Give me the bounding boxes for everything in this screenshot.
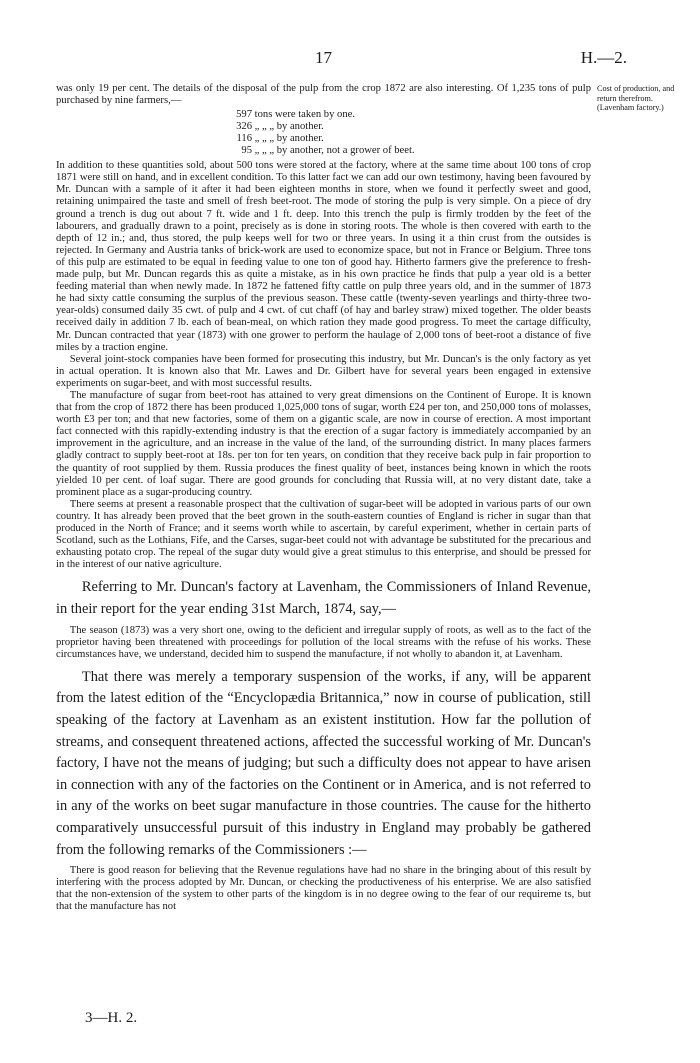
tons-amount: 116 (236, 133, 252, 145)
tons-text: tons were taken by one. (254, 109, 355, 121)
small-text-section (56, 160, 591, 571)
tons-list-item (230, 109, 591, 121)
intro-paragraph: was only 19 per cent. The details of the disposal of the pulp from the crop 1872 are also interesting. Of 1,235 tons of pulp purchased by nine farmers,— (56, 83, 591, 107)
paragraph-prospect: There seems at present a reasonable prospect that the cultivation of sugar-beet will be adopted in various parts of our own country. It has already been proved that the beet grown in the south-eastern counties of England is richer in sugar than that produced in the North of France; and it seems worth while to ascertain, by careful experiment, whether in certain parts of Scotland, such as the Lothians, Fife, and the Carses, sugar-beet could not with advantage be substituted for the precarious and exhausting potato crop. The repeal of the sugar duty would give a great stimulus to this enterprise, and should be pressed for in the interest of our native agriculture. (56, 498, 591, 571)
page-header (0, 48, 700, 70)
quotation-1 (56, 625, 591, 661)
tons-amount: 597 (236, 109, 252, 121)
document-reference: H.—2. (580, 48, 627, 67)
intro-section (56, 83, 591, 107)
tons-text: „ „ „ by another, not a grower of beet. (254, 145, 415, 157)
tons-list-item (230, 121, 591, 133)
paragraph-pulp-storage: In addition to these quantities sold, about 500 tons were stored at the factory, where at the same time about 100 tons of crop 1871 were still on hand, and in excellent condition. To this latter fact we can add our own testimony, having been favoured by Mr. Duncan with a sample of it after it had been eighteen months in store, when we found it perfectly sweet and good, retaining unimpaired the taste and smell of fresh beet-root. The mode of storing the pulp is very simple. On a piece of dry ground a trench is dug out about 7 ft. wide and 1 ft. deep. Into this trench the pulp is firmly trodden by the feet of the labourers, and gradually drawn to a point, precisely as is done in storing roots. The whole is then covered with earth to the depth of 12 in.; and, thus stored, the pulp keeps well for two or three years. In using it a thin crust from the outsides is rejected. In Germany and Austria tanks of brick-work are used to economize space, but not in France or Belgium. Three tons of this pulp are estimated to be equal in feeding value to one ton of good hay. Hitherto farmers give the preference to fresh-made pulp, but Mr. Duncan regards this as quite a mistake, as in his own practice he finds that pulp a year old is a better feeding material than when newly made. In 1872 he fattened fifty cattle on pulp three years old, and in the summer of 1873 he had sixty cattle consuming the surplus of the previous season. These cattle (twenty-seven yearlings and thirty-three two-year-olds) consumed daily 35 cwt. of pulp and 4 cwt. of cut chaff (of hay and barley straw) mixed together. The older beasts received daily in addition 7 lb. each of bean-meal, on which ration they made good progress. To meet the cartage difficulty, Mr. Duncan contracted that year (1873) with one grower to perform the haulage of 2,000 tons of beet-root a distance of five miles by a traction engine. (56, 160, 591, 353)
page-number: 17 (315, 48, 332, 67)
paragraph-continent: The manufacture of sugar from beet-root has attained to very great dimensions on the Continent of Europe. It is known that from the crop of 1872 there has been produced 1,025,000 tons of sugar, worth £24 per ton, and 250,000 tons of molasses, worth £3 per ton; and that new factories, some of them on a gigantic scale, are now in course of erection. A most important fact connected with this rapidly-extending industry is that the erection of a sugar factory is immediately accompanied by an improvement in the agriculture, and an increase in the value of the land, of the surrounding district. In many places farmers gladly contract to supply beet-root at 18s. per ton for ten years, on condition that they receive back pulp in fair proportion to the quantity of root supplied by them. Russia produces the finest quality of beet, instances being known in which the roots yielded 10 per cent. of loaf sugar. There are good grounds for concluding that Russia will, at no very distant date, take a prominent place as a sugar-producing country. (56, 389, 591, 498)
page-footer: 3—H. 2. (85, 1010, 138, 1026)
tons-text: „ „ „ by another. (254, 133, 324, 145)
large-text-section-1 (56, 577, 591, 620)
paragraph-joint-stock: Several joint-stock companies have been formed for prosecuting this industry, but Mr. Duncan's is the only factory as yet in actual operation. It is known also that Mr. Lawes and Dr. Gilbert have for several years been engaged in extensive experiments on sugar-beet, and with most successful results. (56, 353, 591, 389)
quotation-2-text: There is good reason for believing that the Revenue regulations have had no share in the bringing about of this result by interfering with the process adopted by Mr. Duncan, or checking the productiveness of his enterprise. We are also satisfied that the non-extension of the system to other parts of the kingdom is in no degree owing to the fear of our requireme ts, but that the manufacture has not (56, 865, 591, 913)
paragraph-suspension: That there was merely a temporary suspension of the works, if any, will be apparent from the latest edition of the “Encyclopædia Britannica,” now in course of publication, still speaking of the factory at Lavenham as an existent institution. How far the pollution of streams, and consequent threatened actions, affected the successful working of Mr. Duncan's factory, I have not the means of judging; but such a difficulty does not appear to have arisen in connection with any of the factories on the Continent or in America, and is not referred to in any of the works on beet sugar manufacture in those countries. The cause for the hitherto comparatively unsuccessful pursuit of this industry in England may probably be gathered from the following remarks of the Commissioners :— (56, 668, 591, 858)
main-text (56, 83, 591, 920)
margin-note: Cost of production, and return therefrom. (Lavenham factory.) (597, 84, 675, 113)
tons-amount: 326 (236, 121, 252, 133)
paragraph-referring: Referring to Mr. Duncan's factory at Lavenham, the Commissioners of Inland Revenue, in their report for the year ending 31st March, 1874, say,— (56, 579, 591, 617)
tons-list (230, 109, 591, 157)
quotation-2 (56, 865, 591, 913)
large-text-section-2 (56, 667, 591, 861)
quotation-1-text: The season (1873) was a very short one, owing to the deficient and irregular supply of roots, as well as to the fact of the proprietor having been threatened with proceedings for pollution of the local streams with the refuse of his works. These circumstances have, we understand, decided him to suspend the manufacture, if not wholly to abandon it, at Lavenham. (56, 624, 591, 660)
tons-list-item (230, 133, 591, 145)
tons-text: „ „ „ by another. (254, 121, 324, 133)
tons-amount: 95 (241, 145, 252, 157)
tons-list-item (230, 145, 591, 157)
